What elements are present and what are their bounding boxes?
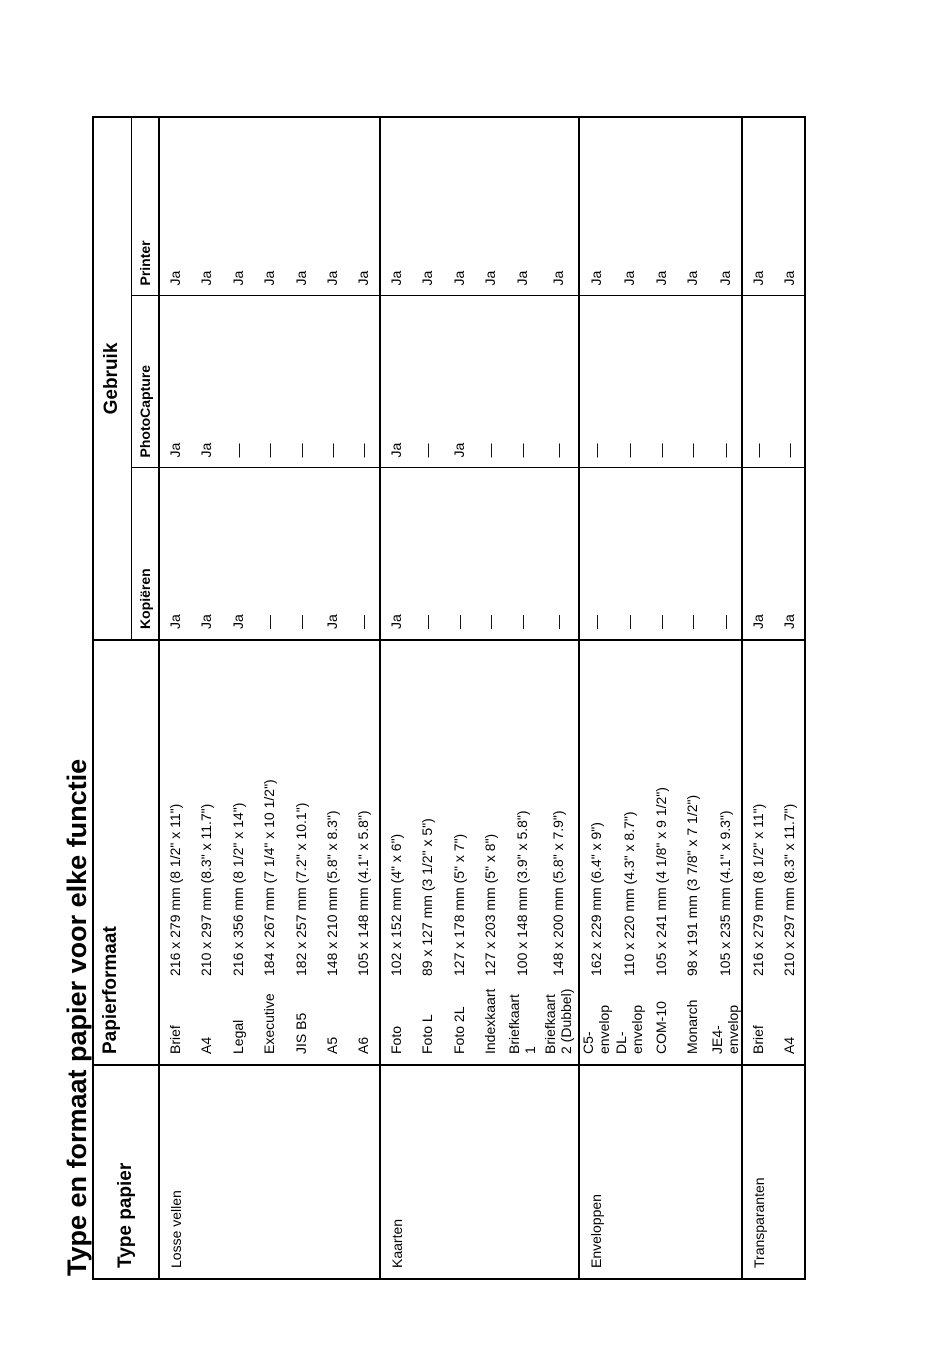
cell-paper-name: Foto bbox=[380, 986, 412, 1065]
cell-photocapture: — bbox=[538, 296, 579, 468]
cell-paper-type: Kaarten bbox=[380, 1065, 579, 1279]
header-printer: Printer bbox=[131, 117, 159, 296]
cell-photocapture: — bbox=[285, 296, 317, 468]
cell-copy: — bbox=[613, 468, 646, 640]
cell-copy: Ja bbox=[773, 468, 805, 640]
cell-printer: Ja bbox=[613, 117, 646, 296]
cell-printer: Ja bbox=[222, 117, 254, 296]
cell-paper-size: 184 x 267 mm (7 1/4" x 10 1/2") bbox=[261, 779, 278, 976]
cell-paper-size: 127 x 178 mm (5" x 7") bbox=[450, 833, 467, 976]
cell-printer: Ja bbox=[506, 117, 539, 296]
cell-printer: Ja bbox=[645, 117, 677, 296]
cell-copy: — bbox=[254, 468, 286, 640]
cell-paper-name: Monarch bbox=[677, 986, 709, 1065]
cell-printer: Ja bbox=[411, 117, 443, 296]
cell-photocapture: — bbox=[506, 296, 539, 468]
cell-printer: Ja bbox=[348, 117, 380, 296]
cell-paper-size: 102 x 152 mm (4" x 6") bbox=[380, 640, 412, 986]
cell-paper-name: JE4-envelop bbox=[708, 986, 742, 1065]
cell-copy: Ja bbox=[159, 468, 191, 640]
cell-paper-name: A6 bbox=[348, 986, 380, 1065]
cell-printer: Ja bbox=[443, 117, 475, 296]
cell-copy: — bbox=[579, 468, 613, 640]
cell-paper-name: A5 bbox=[317, 986, 349, 1065]
cell-printer: Ja bbox=[474, 117, 506, 296]
cell-paper-name: Brief bbox=[159, 986, 191, 1065]
cell-paper-size: 89 x 127 mm (3 1/2" x 5") bbox=[419, 818, 436, 976]
page-title: Type en formaat papier voor elke functie bbox=[62, 758, 92, 1276]
cell-printer: Ja bbox=[159, 117, 191, 296]
cell-paper-size: 148 x 200 mm (5.8" x 7.9") bbox=[550, 810, 567, 976]
cell-paper-name: Brief bbox=[742, 986, 774, 1065]
paper-type-table bbox=[92, 116, 806, 1280]
cell-paper-size: 210 x 297 mm (8.3" x 11.7") bbox=[780, 803, 797, 976]
cell-copy: Ja bbox=[742, 468, 774, 640]
cell-copy: — bbox=[677, 468, 709, 640]
header-type: Type papier bbox=[93, 1065, 159, 1279]
table-row bbox=[579, 117, 613, 1279]
cell-paper-size: 216 x 279 mm (8 1/2" x 11") bbox=[159, 640, 191, 986]
cell-copy: — bbox=[443, 468, 475, 640]
cell-paper-type: Transparanten bbox=[742, 1065, 805, 1279]
cell-paper-name: COM-10 bbox=[645, 986, 677, 1065]
header-copy: Kopiëren bbox=[131, 468, 159, 640]
cell-paper-size: 105 x 241 mm (4 1/8" x 9 1/2") bbox=[652, 787, 669, 976]
table-row bbox=[380, 117, 412, 1279]
cell-photocapture: — bbox=[222, 296, 254, 468]
cell-paper-name: Briefkaart 1 bbox=[506, 986, 539, 1065]
cell-paper-size: 127 x 203 mm (5" x 8") bbox=[482, 833, 499, 976]
cell-copy: — bbox=[708, 468, 742, 640]
cell-copy: Ja bbox=[191, 468, 223, 640]
cell-copy: — bbox=[285, 468, 317, 640]
cell-paper-size: 162 x 229 mm (6.4" x 9") bbox=[579, 640, 613, 986]
cell-photocapture: — bbox=[348, 296, 380, 468]
cell-photocapture: — bbox=[708, 296, 742, 468]
header-photocapture: PhotoCapture bbox=[131, 296, 159, 468]
cell-paper-type: Enveloppen bbox=[579, 1065, 742, 1279]
cell-paper-size: 148 x 210 mm (5.8" x 8.3") bbox=[324, 810, 341, 976]
cell-printer: Ja bbox=[579, 117, 613, 296]
cell-printer: Ja bbox=[708, 117, 742, 296]
cell-copy: — bbox=[411, 468, 443, 640]
cell-paper-name: Foto L bbox=[411, 986, 443, 1065]
cell-paper-size: 100 x 148 mm (3.9" x 5.8") bbox=[514, 810, 531, 976]
header-format: Papierformaat bbox=[93, 640, 159, 1065]
cell-copy: Ja bbox=[380, 468, 412, 640]
cell-paper-size: 110 x 220 mm (4.3" x 8.7") bbox=[620, 811, 637, 976]
cell-printer: Ja bbox=[191, 117, 223, 296]
cell-printer: Ja bbox=[773, 117, 805, 296]
cell-photocapture: Ja bbox=[159, 296, 191, 468]
cell-paper-name: Legal bbox=[222, 986, 254, 1065]
cell-photocapture: — bbox=[645, 296, 677, 468]
cell-paper-size: 216 x 356 mm (8 1/2" x 14") bbox=[229, 802, 246, 976]
cell-photocapture: — bbox=[677, 296, 709, 468]
cell-paper-size: 182 x 257 mm (7.2" x 10.1") bbox=[292, 802, 309, 976]
cell-printer: Ja bbox=[285, 117, 317, 296]
cell-printer: Ja bbox=[677, 117, 709, 296]
cell-paper-name: A4 bbox=[191, 986, 223, 1065]
cell-copy: — bbox=[538, 468, 579, 640]
cell-copy: — bbox=[506, 468, 539, 640]
cell-paper-name: C5-envelop bbox=[579, 986, 613, 1065]
cell-paper-name: Foto 2L bbox=[443, 986, 475, 1065]
cell-paper-size: 98 x 191 mm (3 7/8" x 7 1/2") bbox=[684, 794, 701, 976]
cell-printer: Ja bbox=[254, 117, 286, 296]
table-row bbox=[742, 117, 774, 1279]
cell-paper-size: 105 x 148 mm (4.1" x 5.8") bbox=[355, 810, 372, 976]
cell-paper-size: 216 x 279 mm (8 1/2" x 11") bbox=[742, 640, 774, 986]
cell-printer: Ja bbox=[317, 117, 349, 296]
cell-photocapture: — bbox=[317, 296, 349, 468]
cell-photocapture: — bbox=[613, 296, 646, 468]
cell-photocapture: — bbox=[742, 296, 774, 468]
cell-printer: Ja bbox=[380, 117, 412, 296]
cell-paper-name: DL-envelop bbox=[613, 986, 646, 1065]
cell-copy: — bbox=[645, 468, 677, 640]
cell-printer: Ja bbox=[742, 117, 774, 296]
cell-paper-size: 105 x 235 mm (4.1" x 9.3") bbox=[716, 810, 733, 976]
header-usage: Gebruik bbox=[93, 117, 131, 640]
cell-paper-name: Executive bbox=[254, 986, 286, 1065]
cell-photocapture: — bbox=[411, 296, 443, 468]
cell-photocapture: Ja bbox=[191, 296, 223, 468]
cell-photocapture: — bbox=[474, 296, 506, 468]
paper-table-container bbox=[92, 118, 806, 1280]
cell-copy: — bbox=[348, 468, 380, 640]
cell-photocapture: — bbox=[773, 296, 805, 468]
cell-paper-size: 210 x 297 mm (8.3" x 11.7") bbox=[198, 803, 215, 976]
cell-copy: Ja bbox=[222, 468, 254, 640]
cell-paper-type: Losse vellen bbox=[159, 1065, 380, 1279]
cell-copy: — bbox=[474, 468, 506, 640]
cell-photocapture: — bbox=[579, 296, 613, 468]
table-row bbox=[159, 117, 191, 1279]
cell-paper-name: Indexkaart bbox=[474, 986, 506, 1065]
cell-photocapture: Ja bbox=[443, 296, 475, 468]
cell-paper-name: Briefkaart 2 (Dubbel) bbox=[538, 986, 579, 1065]
cell-copy: Ja bbox=[317, 468, 349, 640]
cell-printer: Ja bbox=[538, 117, 579, 296]
cell-paper-name: JIS B5 bbox=[285, 986, 317, 1065]
table-body bbox=[159, 117, 805, 1279]
cell-photocapture: — bbox=[254, 296, 286, 468]
cell-photocapture: Ja bbox=[380, 296, 412, 468]
cell-paper-name: A4 bbox=[773, 986, 805, 1065]
